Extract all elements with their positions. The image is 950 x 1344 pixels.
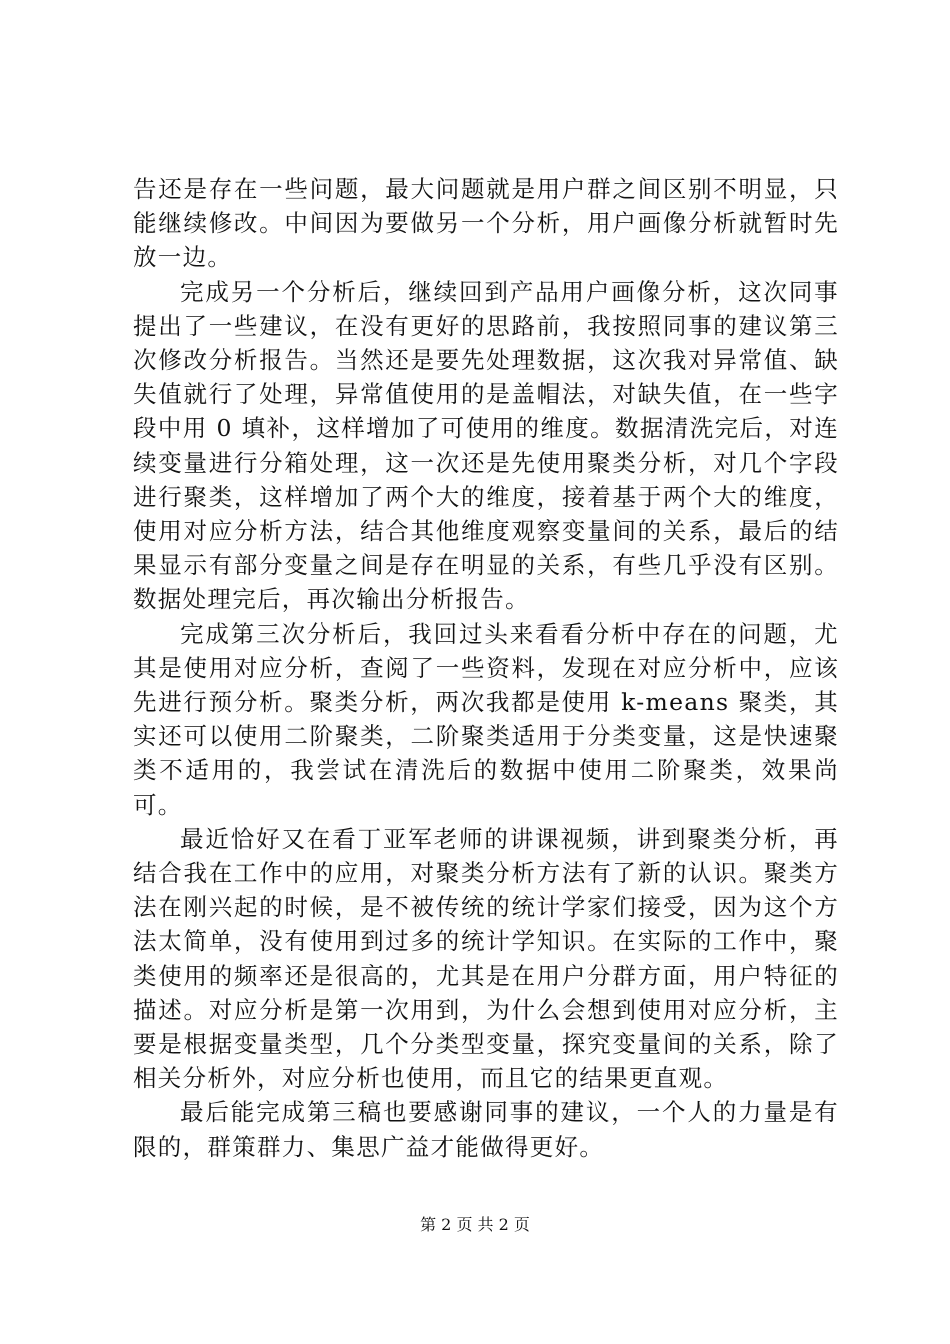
paragraph-3: 完成第三次分析后，我回过头来看看分析中存在的问题，尤其是使用对应分析，查阅了一些资料，发现在对应分析中，应该先进行预分析。聚类分析，两次我都是使用 k-means 聚类，其实还可以使用二阶聚类，二阶聚类适用于分类变量，这是快速聚类不适用的，我尝试在清洗后的数据中使用二阶聚类，效果尚可。 (133, 619, 839, 819)
paragraph-1: 告还是存在一些问题，最大问题就是用户群之间区别不明显，只能继续修改。中间因为要做另一个分析，用户画像分析就暂时先放一边。 (133, 175, 839, 272)
paragraph-4: 最近恰好又在看丁亚军老师的讲课视频，讲到聚类分析，再结合我在工作中的应用，对聚类分析方法有了新的认识。聚类方法在刚兴起的时候，是不被传统的统计学家们接受，因为这个方法太简单，没有使用到过多的统计学知识。在实际的工作中，聚类使用的频率还是很高的，尤其是在用户分群方面，用户特征的描述。对应分析是第一次用到，为什么会想到使用对应分析，主要是根据变量类型，几个分类型变量，探究变量间的关系，除了相关分析外，对应分析也使用，而且它的结果更直观。 (133, 824, 839, 1093)
paragraph-2: 完成另一个分析后，继续回到产品用户画像分析，这次同事提出了一些建议，在没有更好的思路前，我按照同事的建议第三次修改分析报告。当然还是要先处理数据，这次我对异常值、缺失值就行了处理，异常值使用的是盖帽法，对缺失值，在一些字段中用 0 填补，这样增加了可使用的维度。数据清洗完后，对连续变量进行分箱处理，这一次还是先使用聚类分析，对几个字段进行聚类，这样增加了两个大的维度，接着基于两个大的维度，使用对应分析方法，结合其他维度观察变量间的关系，最后的结果显示有部分变量之间是存在明显的关系，有些几乎没有区别。数据处理完后，再次输出分析报告。 (133, 277, 839, 614)
paragraph-5: 最后能完成第三稿也要感谢同事的建议，一个人的力量是有限的，群策群力、集思广益才能做得更好。 (133, 1098, 839, 1161)
document-body (133, 172, 839, 1164)
page-number-footer: 第 2 页 共 2 页 (420, 1215, 530, 1234)
